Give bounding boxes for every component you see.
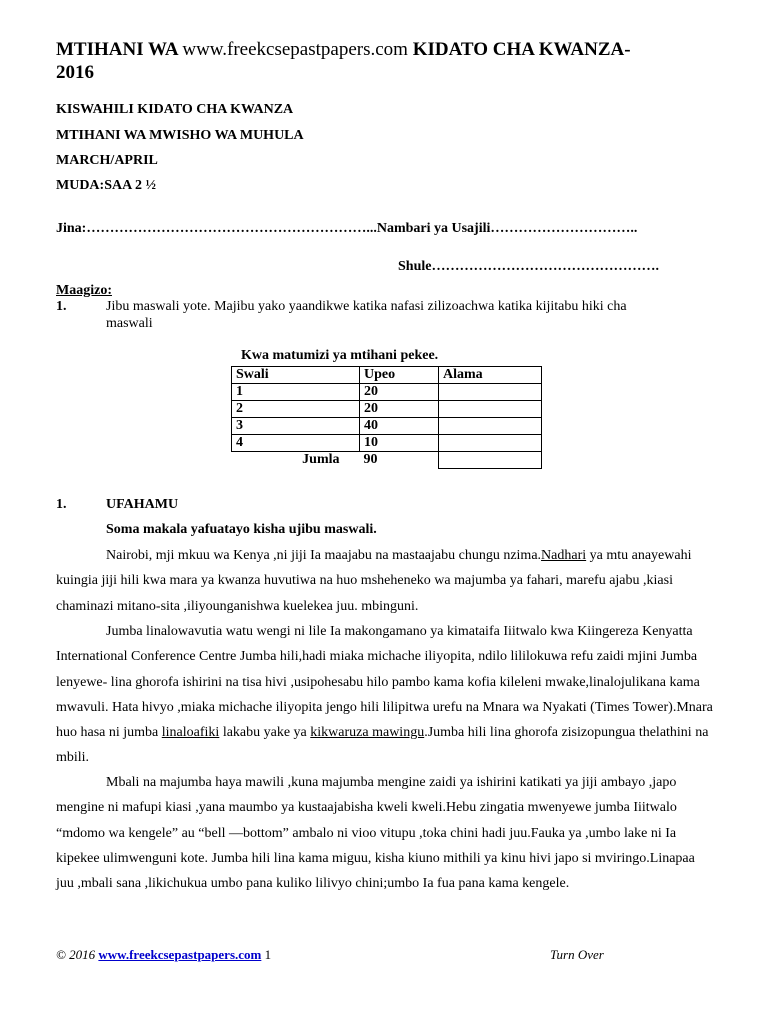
total-score-cell	[439, 452, 542, 469]
underlined-word-nadhari: Nadhari	[541, 548, 587, 563]
question-number: 3	[232, 418, 360, 435]
school-field: Shule………………………………………….	[398, 259, 659, 274]
question-number: 2	[232, 401, 360, 418]
section-instruction: Soma makala yafuatayo kisha ujibu maswali.	[106, 522, 377, 537]
title-part1: MTIHANI WA	[56, 39, 183, 60]
footer-page-number: 1	[261, 947, 272, 962]
total-row	[232, 452, 542, 469]
passage-paragraph-3: Mbali na majumba haya mawili ,kuna majumba mengine zaidi ya ishirini katikati ya jiji ambayo ,japo mengine ni mafupi kiasi ,yana maumbo ya kustaajabisha kweli kweli.Hebu zingatia mwenyewe jumba Iiitwalo “mdomo wa kengele” au “bell —bottom” ambalo ni vioo vitupu ,toka chini hadi juu.Fauka ya ,umbo lake ni Ia kipekee ulimwenguni kote. Jumba hili lina kama miguu, kisha kiuno mithili ya kinu hivi japo si mviringo.Linapaa juu ,mbali sana ,likichukua umbo pana kuliko lilivyo chini;umbo Ia fua pana kama kengele.	[56, 775, 695, 892]
header-swali: Swali	[232, 367, 360, 384]
passage-p2-text-c: .Jumba hili lina ghorofa zisizopungua thelathini na mbili.	[56, 725, 709, 766]
max-marks: 20	[360, 384, 439, 401]
header-upeo: Upeo	[360, 367, 439, 384]
score-cell	[439, 435, 542, 452]
passage-p2-text-a: Jumba linalowavutia watu wengi ni lile Ia makongamano ya kimataifa Iiitwalo kwa Kiingereza Kenyatta International Conference Centre Jumba hili,hadi miaka michache iliyopita, ndilo lililokuwa refu zaidi mjini Jumba lenyewe- lina ghorofa ishirini na tisa hivi ,usipohesabu hilo pambo kama kofia kileleni mwake,linalojulikana kama mwavuli. Hata hivyo ,miaka michache iliyopita jengo hili lilipitwa urefu na Mnara wa Nyakati (Times Tower).Mnara huo hasa ni jumba	[56, 624, 713, 741]
passage-paragraph-1	[56, 543, 716, 619]
table-row	[232, 418, 542, 435]
total-value: 90	[363, 452, 378, 468]
footer-site-link[interactable]: www.freekcsepastpapers.com	[98, 947, 262, 962]
underlined-word-linaloafiki: linaloafiki	[161, 725, 220, 741]
underlined-phrase-kikwaruza-mawingu: kikwaruza mawingu	[310, 725, 425, 741]
instructions-heading: Maagizo:	[56, 283, 112, 298]
section-title: UFAHAMU	[106, 497, 179, 512]
marks-table	[231, 366, 542, 469]
footer-copyright: © 2016	[56, 947, 99, 962]
marks-table-header-row	[232, 367, 542, 384]
title-year: 2016	[56, 62, 94, 83]
passage-paragraph-2	[56, 619, 716, 771]
title-site: www.freekcsepastpapers.com	[182, 39, 408, 60]
header-alama: Alama	[439, 367, 542, 384]
header-date: MARCH/APRIL	[56, 153, 158, 168]
document-title	[56, 38, 716, 84]
passage-p2-text-b: lakabu yake ya	[219, 725, 311, 741]
instruction-text-line2: maswali	[106, 316, 153, 331]
score-cell	[439, 384, 542, 401]
passage-p1-text-b: ya mtu anayewahi kuingia jiji hili kwa mara ya kwanza huvutiwa na huo msheheneko wa majumba ya fahari, marefu ajabu ,kiasi chaminazi mitano-sita ,iliyounganishwa kuelekea juu. mbinguni.	[56, 548, 692, 614]
max-marks: 20	[360, 401, 439, 418]
total-label: Jumla	[302, 452, 340, 468]
max-marks: 40	[360, 418, 439, 435]
table-row	[232, 401, 542, 418]
passage-p1-text-a: Nairobi, mji mkuu wa Kenya ,ni jiji Ia maajabu na mastaajabu chungu nzima.	[106, 548, 542, 563]
name-and-registration-field: Jina:……………………………………………………...Nambari ya Usajili…………………………..	[56, 221, 638, 236]
footer-turn-over: Turn Over	[550, 947, 604, 962]
header-exam: MTIHANI WA MWISHO WA MUHULA	[56, 128, 304, 143]
header-subject: KISWAHILI KIDATO CHA KWANZA	[56, 102, 294, 117]
max-marks: 10	[360, 435, 439, 452]
instruction-number: 1.	[56, 299, 67, 314]
header-duration: MUDA:SAA 2 ½	[56, 178, 156, 193]
instruction-text-line1: Jibu maswali yote. Majibu yako yaandikwe katika nafasi zilizoachwa katika kijitabu hiki cha	[106, 299, 627, 314]
question-number: 4	[232, 435, 360, 452]
section-number: 1.	[56, 497, 67, 512]
table-row	[232, 384, 542, 401]
title-part2: KIDATO CHA KWANZA-	[407, 39, 631, 60]
score-cell	[439, 401, 542, 418]
question-number: 1	[232, 384, 360, 401]
score-cell	[439, 418, 542, 435]
marks-table-caption: Kwa matumizi ya mtihani pekee.	[241, 348, 439, 363]
footer-left	[56, 947, 271, 963]
table-row	[232, 435, 542, 452]
